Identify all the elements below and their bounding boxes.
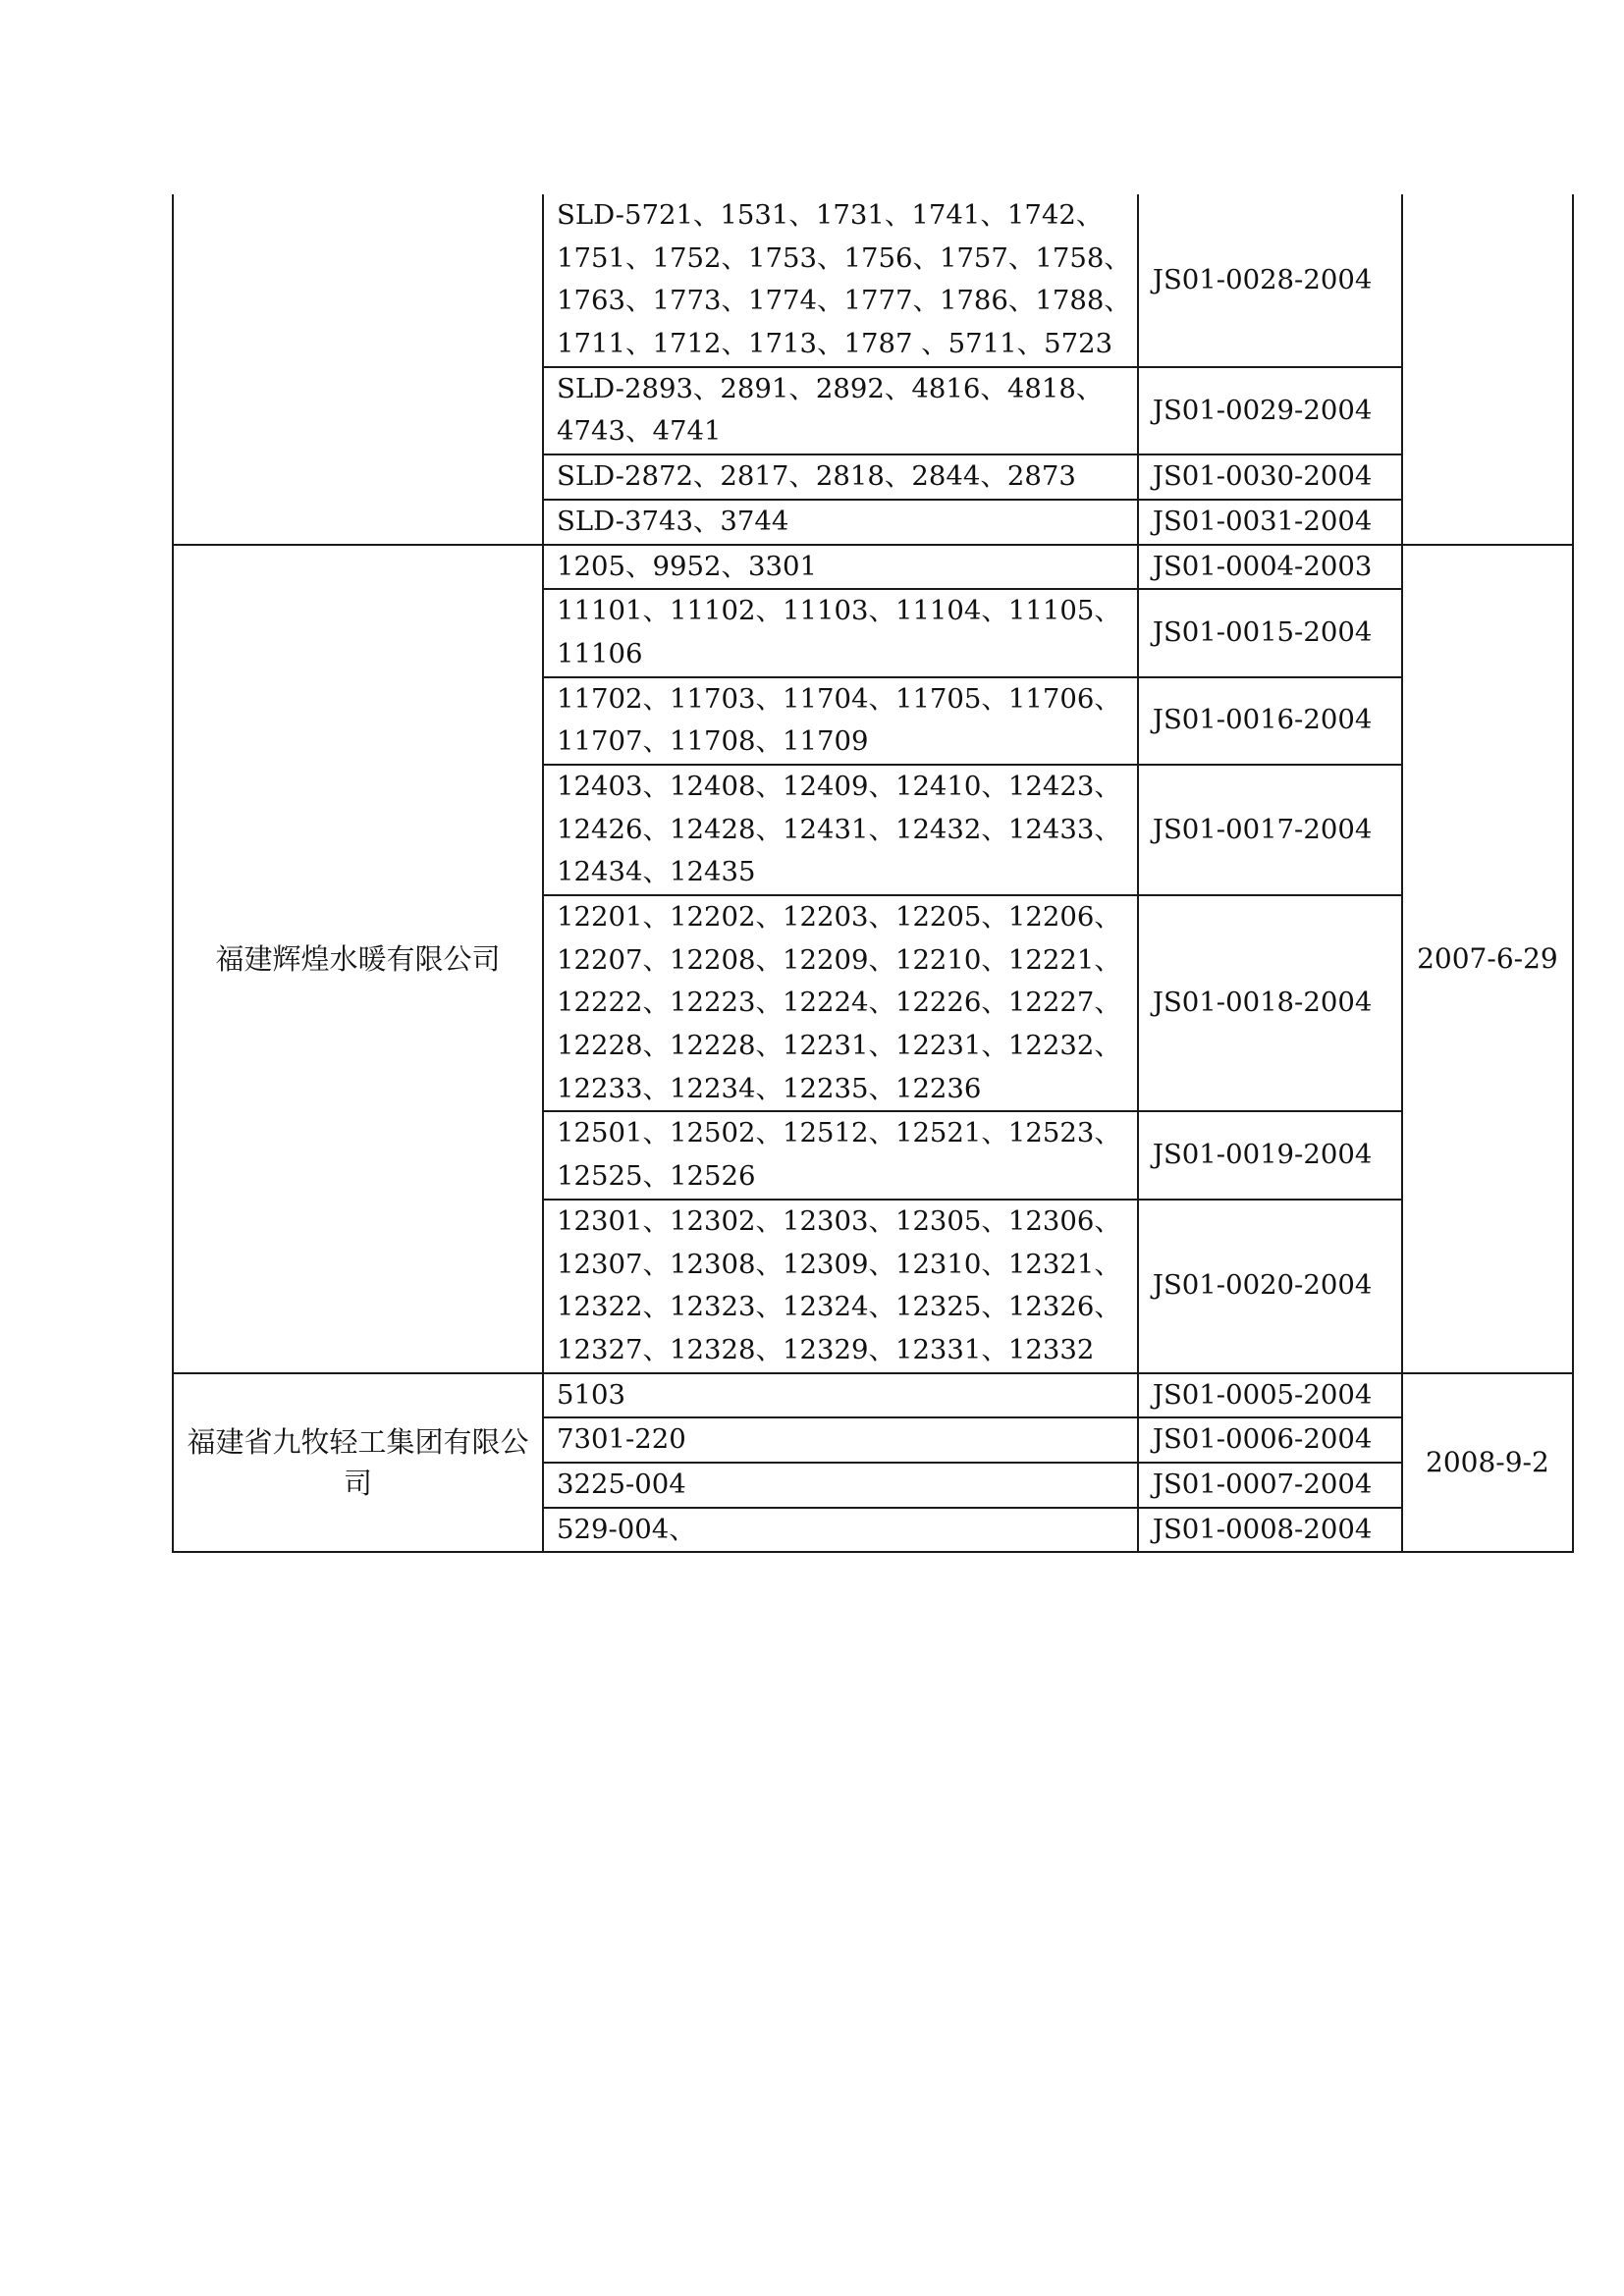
certificate-code-cell: JS01-0007-2004 — [1138, 1463, 1402, 1508]
model-numbers-line: 12501、12502、12512、12521、12523、 — [557, 1117, 1121, 1149]
model-numbers-line: 4743、4741 — [557, 415, 722, 448]
model-numbers-cell — [543, 895, 1138, 1111]
date-cell: 2008-9-2 — [1402, 1373, 1573, 1553]
certificate-code-cell: JS01-0008-2004 — [1138, 1508, 1402, 1553]
model-numbers-line: 12525、12526 — [557, 1160, 756, 1193]
certificate-code-cell: JS01-0019-2004 — [1138, 1111, 1402, 1199]
certificate-code-cell: JS01-0004-2003 — [1138, 545, 1402, 590]
model-numbers-line: 1751、1752、1753、1756、1757、1758、 — [557, 241, 1131, 274]
model-numbers-cell — [543, 1463, 1138, 1508]
model-numbers-line: 529-004、 — [557, 1513, 696, 1545]
model-numbers-line: 12233、12234、12235、12236 — [557, 1072, 982, 1104]
model-numbers-cell — [543, 589, 1138, 676]
model-numbers-line: 11101、11102、11103、11104、11105、 — [557, 595, 1121, 627]
certification-table — [172, 194, 1574, 1553]
model-numbers-line: 5103 — [557, 1378, 625, 1411]
model-numbers-cell — [543, 765, 1138, 895]
model-numbers-cell — [543, 194, 1138, 367]
certificate-code-cell: JS01-0029-2004 — [1138, 367, 1402, 454]
model-numbers-cell — [543, 500, 1138, 545]
certificate-code-cell: JS01-0016-2004 — [1138, 677, 1402, 765]
model-numbers-cell — [543, 1417, 1138, 1463]
model-numbers-line: 12301、12302、12303、12305、12306、 — [557, 1204, 1121, 1237]
model-numbers-cell — [543, 1200, 1138, 1373]
model-numbers-cell — [543, 1373, 1138, 1418]
model-numbers-cell — [543, 367, 1138, 454]
model-numbers-line: 11106 — [557, 637, 643, 669]
table-body — [173, 194, 1573, 1552]
model-numbers-line: 11707、11708、11709 — [557, 725, 869, 758]
model-numbers-line: 12322、12323、12324、12325、12326、 — [557, 1291, 1121, 1323]
certificate-code-cell: JS01-0018-2004 — [1138, 895, 1402, 1111]
model-numbers-cell — [543, 677, 1138, 765]
model-numbers-line: 12201、12202、12203、12205、12206、 — [557, 901, 1121, 934]
certificate-code-cell: JS01-0015-2004 — [1138, 589, 1402, 676]
certificate-code-cell: JS01-0031-2004 — [1138, 500, 1402, 545]
certificate-code-cell: JS01-0006-2004 — [1138, 1417, 1402, 1463]
model-numbers-cell — [543, 545, 1138, 590]
model-numbers-line: 1205、9952、3301 — [557, 550, 817, 582]
model-numbers-line: 12222、12223、12224、12226、12227、 — [557, 987, 1121, 1019]
table-row — [173, 1373, 1573, 1418]
model-numbers-line: 12307、12308、12309、12310、12321、 — [557, 1248, 1121, 1280]
model-numbers-line: SLD-5721、1531、1731、1741、1742、 — [557, 199, 1104, 231]
model-numbers-line: 12228、12228、12231、12231、12232、 — [557, 1030, 1121, 1062]
table-row — [173, 545, 1573, 590]
company-cell-continued — [173, 194, 543, 545]
certificate-code-cell: JS01-0005-2004 — [1138, 1373, 1402, 1418]
company-cell: 福建辉煌水暖有限公司 — [173, 545, 543, 1373]
model-numbers-line: 1711、1712、1713、1787 、5711、5723 — [557, 328, 1113, 360]
model-numbers-cell — [543, 1111, 1138, 1199]
date-cell-continued — [1402, 194, 1573, 545]
certificate-code-cell: JS01-0017-2004 — [1138, 765, 1402, 895]
model-numbers-line: 12207、12208、12209、12210、12221、 — [557, 943, 1121, 976]
model-numbers-line: 12434、12435 — [557, 856, 756, 888]
model-numbers-cell — [543, 454, 1138, 500]
model-numbers-line: 1763、1773、1774、1777、1786、1788、 — [557, 285, 1131, 317]
model-numbers-line: SLD-2872、2817、2818、2844、2873 — [557, 460, 1076, 493]
model-numbers-line: 7301-220 — [557, 1423, 686, 1456]
model-numbers-cell — [543, 1508, 1138, 1553]
date-cell: 2007-6-29 — [1402, 545, 1573, 1373]
certificate-code-cell: JS01-0028-2004 — [1138, 194, 1402, 367]
model-numbers-line: 12403、12408、12409、12410、12423、 — [557, 770, 1121, 802]
model-numbers-line: 11702、11703、11704、11705、11706、 — [557, 682, 1121, 715]
model-numbers-line: 12426、12428、12431、12432、12433、 — [557, 813, 1121, 845]
certificate-code-cell: JS01-0020-2004 — [1138, 1200, 1402, 1373]
model-numbers-line: 3225-004 — [557, 1468, 686, 1501]
table-row — [173, 194, 1573, 367]
certificate-code-cell: JS01-0030-2004 — [1138, 454, 1402, 500]
model-numbers-line: SLD-2893、2891、2892、4816、4818、 — [557, 372, 1104, 404]
model-numbers-line: SLD-3743、3744 — [557, 505, 789, 537]
company-cell: 福建省九牧轻工集团有限公司 — [173, 1373, 543, 1553]
model-numbers-line: 12327、12328、12329、12331、12332 — [557, 1333, 1095, 1365]
